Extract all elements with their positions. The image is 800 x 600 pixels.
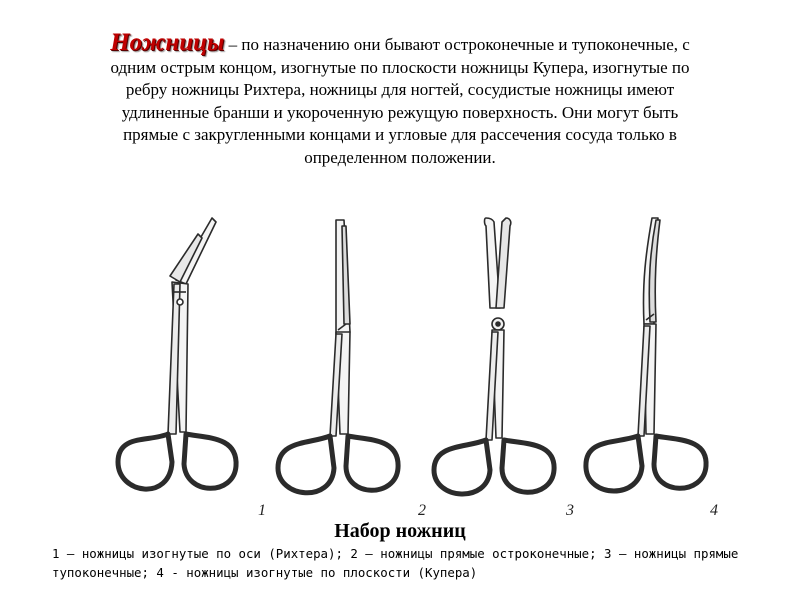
figure-title: Набор ножниц (334, 520, 466, 542)
scissors-number-3: 3 (566, 502, 574, 519)
term-heading: Ножницы (110, 29, 225, 56)
scissors-number-2: 2 (418, 502, 426, 519)
scissors-straight-blunt-illustration (428, 212, 568, 512)
scissors-illustrations (110, 212, 730, 522)
scissors-number-1: 1 (258, 502, 266, 519)
scissors-angled-illustration (110, 212, 250, 512)
scissors-straight-sharp-illustration (270, 212, 410, 512)
scissors-curved-illustration (580, 212, 720, 512)
intro-paragraph (100, 29, 700, 169)
scissors-number-4: 4 (710, 502, 718, 519)
intro-text: – по назначению они бывают остроконечные и тупоконечные, с одним острым концом, изогнутые по плоскости ножницы Купера, изогнутые по ребру ножницы Рихтера, ножницы для ногтей, сосудистые ножницы имеют удлиненные бранши и укороченную режущую поверхность. Они могут быть прямые с закругленными концами и угловые для рассечения сосуда только в определенном положении. (110, 35, 690, 167)
figure-caption: 1 – ножницы изогнутые по оси (Рихтера); 2 – ножницы прямые остроконечные; 3 – ножницы прямые тупоконечные; 4 - ножницы изогнутые по плоскости (Купера) (52, 546, 739, 580)
